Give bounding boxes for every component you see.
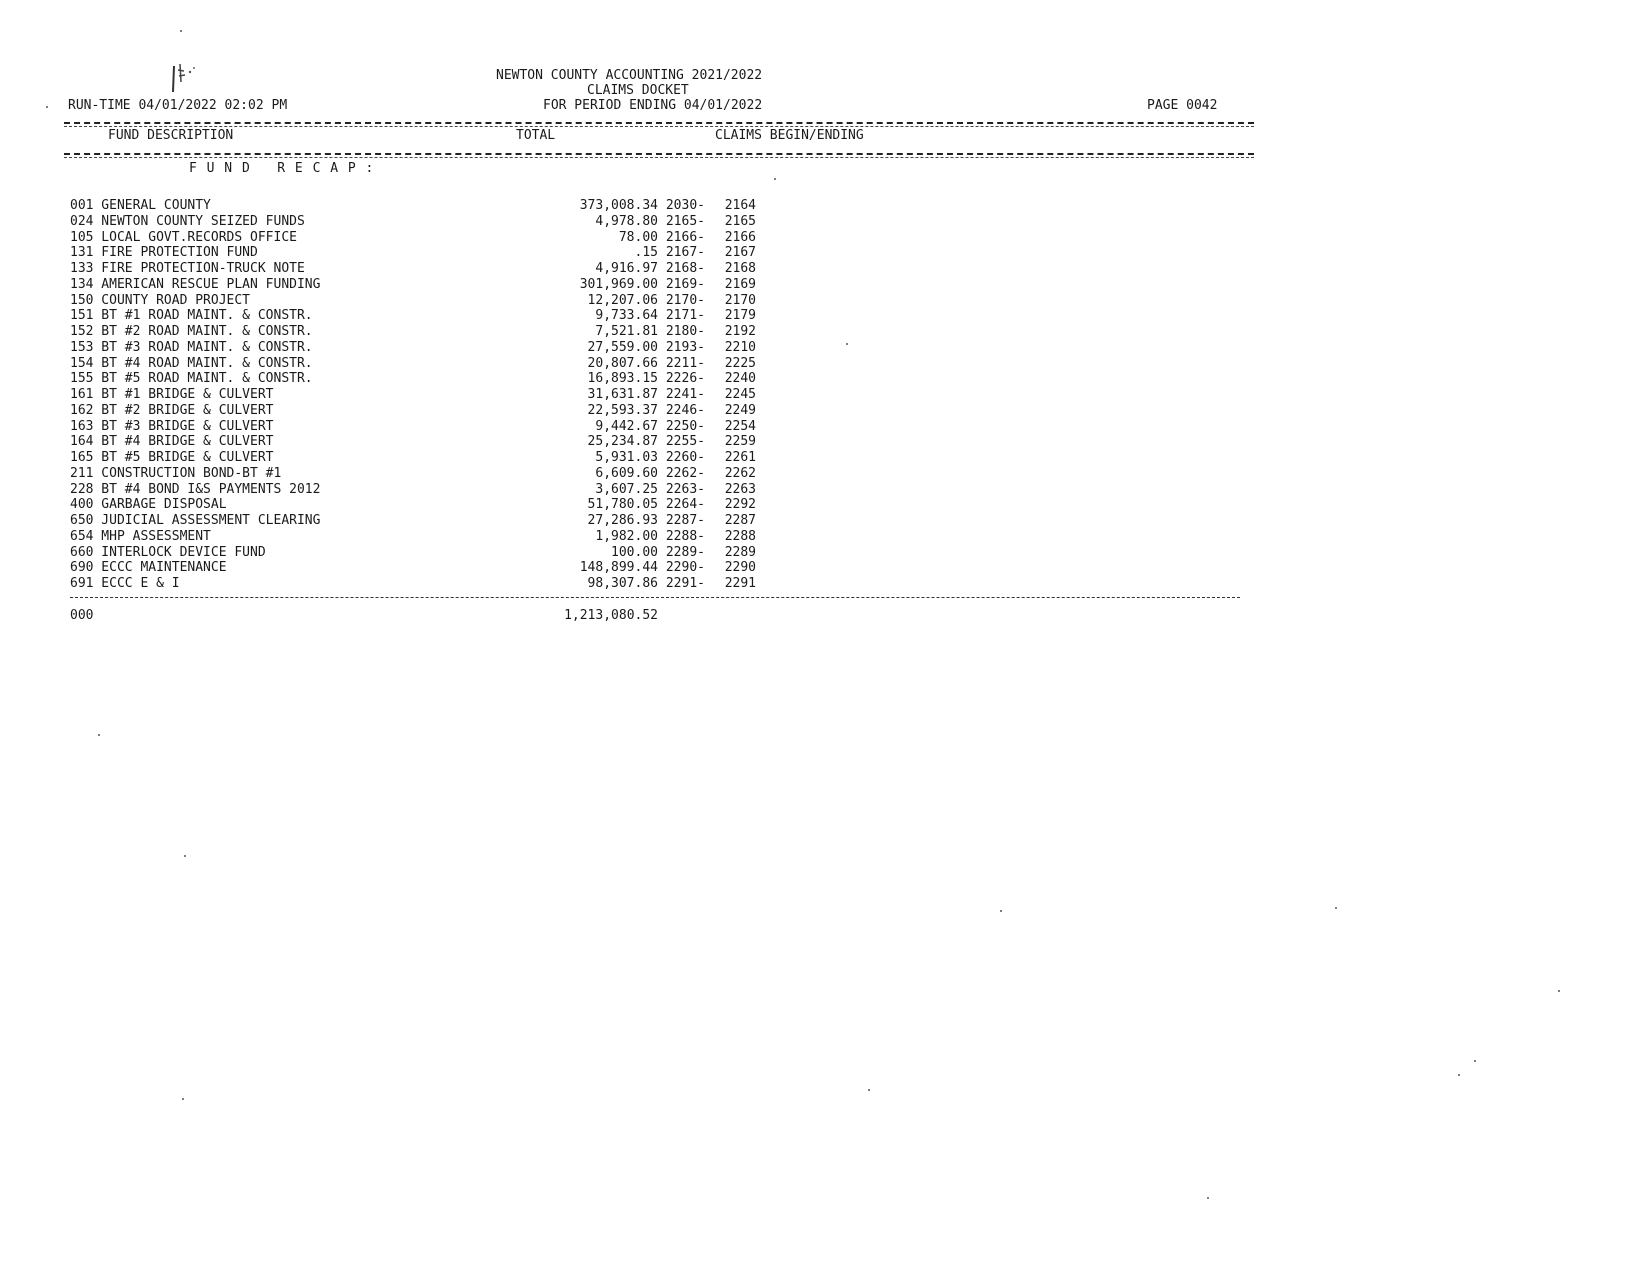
fund-row xyxy=(70,230,770,246)
scan-speck xyxy=(846,343,848,345)
scan-speck xyxy=(46,106,48,108)
scan-speck xyxy=(184,855,186,857)
fund-description: 654 MHP ASSESSMENT xyxy=(70,528,211,544)
claim-begin: 2030- xyxy=(665,198,705,213)
fund-description: 131 FIRE PROTECTION FUND xyxy=(70,245,258,261)
claim-end: 2165 xyxy=(724,213,756,229)
fund-description: 660 INTERLOCK DEVICE FUND xyxy=(70,544,266,560)
claim-end: 2287 xyxy=(724,513,756,528)
scan-speck xyxy=(1335,907,1337,909)
fund-description: 105 LOCAL GOVT.RECORDS OFFICE xyxy=(70,229,297,245)
scan-speck xyxy=(774,178,776,180)
fund-row xyxy=(70,293,770,309)
grand-total-row xyxy=(70,608,770,624)
claim-end: 2262 xyxy=(724,465,756,481)
fund-total: 27,286.93 xyxy=(587,513,658,528)
claim-begin: 2260- xyxy=(665,450,705,465)
claim-end: 2263 xyxy=(724,481,756,497)
fund-description: 001 GENERAL COUNTY xyxy=(70,198,211,213)
fund-row xyxy=(70,419,770,435)
fund-total: 22,593.37 xyxy=(587,402,658,418)
fund-total: 4,916.97 xyxy=(595,261,658,276)
fund-description: 154 BT #4 ROAD MAINT. & CONSTR. xyxy=(70,355,313,371)
scan-speck xyxy=(182,1098,184,1100)
claim-begin: 2168- xyxy=(665,261,705,276)
fund-total: 20,807.66 xyxy=(587,355,658,371)
scan-speck xyxy=(868,1089,870,1091)
claim-begin: 2165- xyxy=(665,213,705,229)
claim-begin: 2167- xyxy=(665,245,705,261)
scan-speck xyxy=(1474,1060,1476,1062)
fund-row xyxy=(70,277,770,293)
fund-total: 1,982.00 xyxy=(595,528,658,544)
fund-total: .15 xyxy=(634,245,658,261)
fund-row xyxy=(70,340,770,356)
claim-begin: 2211- xyxy=(665,355,705,371)
fund-description: 162 BT #2 BRIDGE & CULVERT xyxy=(70,402,274,418)
fund-description: 164 BT #4 BRIDGE & CULVERT xyxy=(70,434,274,450)
fund-description: 161 BT #1 BRIDGE & CULVERT xyxy=(70,387,274,402)
total-separator xyxy=(70,597,1240,598)
claim-begin: 2290- xyxy=(665,560,705,576)
fund-description: 650 JUDICIAL ASSESSMENT CLEARING xyxy=(70,513,321,528)
page-number: PAGE 0042 xyxy=(1147,98,1218,113)
column-header-claims: CLAIMS BEGIN/ENDING xyxy=(715,128,864,143)
run-time: RUN-TIME 04/01/2022 02:02 PM xyxy=(68,98,288,113)
claim-begin: 2250- xyxy=(665,418,705,434)
claim-begin: 2264- xyxy=(665,497,705,513)
column-header-fund-description: FUND DESCRIPTION xyxy=(108,128,234,143)
report-subtitle: CLAIMS DOCKET xyxy=(587,83,689,98)
header-divider-top xyxy=(64,122,1254,127)
fund-description: 152 BT #2 ROAD MAINT. & CONSTR. xyxy=(70,324,313,339)
fund-description: 151 BT #1 ROAD MAINT. & CONSTR. xyxy=(70,308,313,324)
fund-row xyxy=(70,450,770,466)
header-divider-bottom xyxy=(64,153,1254,158)
fund-row xyxy=(70,198,770,214)
column-header-total: TOTAL xyxy=(516,128,556,143)
claim-end: 2245 xyxy=(724,387,756,402)
fund-total: 98,307.86 xyxy=(587,576,658,591)
fund-row xyxy=(70,513,770,529)
fund-description: 024 NEWTON COUNTY SEIZED FUNDS xyxy=(70,213,305,229)
ink-stamp-mark xyxy=(168,62,208,96)
fund-total: 25,234.87 xyxy=(587,434,658,450)
claim-end: 2289 xyxy=(724,544,756,560)
fund-description: 165 BT #5 BRIDGE & CULVERT xyxy=(70,450,274,465)
fund-row xyxy=(70,261,770,277)
claim-end: 2288 xyxy=(724,528,756,544)
report-title: NEWTON COUNTY ACCOUNTING 2021/2022 xyxy=(496,68,763,83)
scan-speck xyxy=(1000,910,1002,912)
claim-end: 2240 xyxy=(724,371,756,387)
fund-description: 155 BT #5 ROAD MAINT. & CONSTR. xyxy=(70,371,313,387)
claim-end: 2261 xyxy=(724,450,756,465)
fund-description: 134 AMERICAN RESCUE PLAN FUNDING xyxy=(70,276,321,292)
report-period: FOR PERIOD ENDING 04/01/2022 xyxy=(543,98,763,113)
fund-description: 150 COUNTY ROAD PROJECT xyxy=(70,292,251,308)
fund-description: 690 ECCC MAINTENANCE xyxy=(70,560,227,576)
fund-total: 3,607.25 xyxy=(595,481,658,497)
fund-description: 153 BT #3 ROAD MAINT. & CONSTR. xyxy=(70,339,313,355)
claim-begin: 2291- xyxy=(665,576,705,591)
fund-row xyxy=(70,214,770,230)
fund-total: 6,609.60 xyxy=(595,465,658,481)
claim-end: 2292 xyxy=(724,497,756,513)
fund-row xyxy=(70,387,770,403)
fund-row xyxy=(70,434,770,450)
claim-end: 2166 xyxy=(724,229,756,245)
claim-begin: 2246- xyxy=(665,402,705,418)
claim-end: 2259 xyxy=(724,434,756,450)
section-title-fund-recap: F U N D R E C A P : xyxy=(189,161,375,176)
claim-begin: 2180- xyxy=(665,324,705,339)
fund-row xyxy=(70,371,770,387)
claim-end: 2192 xyxy=(724,324,756,339)
fund-total: 9,442.67 xyxy=(595,418,658,434)
claim-begin: 2262- xyxy=(665,465,705,481)
scan-speck xyxy=(1207,1197,1209,1199)
fund-total: 12,207.06 xyxy=(587,292,658,308)
fund-description: 691 ECCC E & I xyxy=(70,576,180,591)
fund-row xyxy=(70,245,770,261)
fund-description: 133 FIRE PROTECTION-TRUCK NOTE xyxy=(70,261,305,276)
fund-row xyxy=(70,308,770,324)
claim-end: 2254 xyxy=(724,418,756,434)
claim-begin: 2241- xyxy=(665,387,705,402)
claim-end: 2225 xyxy=(724,355,756,371)
fund-total: 148,899.44 xyxy=(579,560,658,576)
claim-end: 2170 xyxy=(724,292,756,308)
fund-row xyxy=(70,576,770,592)
claim-end: 2210 xyxy=(724,339,756,355)
fund-row xyxy=(70,356,770,372)
fund-row xyxy=(70,545,770,561)
grand-total-code: 000 xyxy=(70,608,94,623)
fund-total: 5,931.03 xyxy=(595,450,658,465)
fund-description: 163 BT #3 BRIDGE & CULVERT xyxy=(70,418,274,434)
fund-total: 4,978.80 xyxy=(595,213,658,229)
claim-end: 2164 xyxy=(724,198,756,213)
scan-speck xyxy=(98,734,100,736)
claim-begin: 2226- xyxy=(665,371,705,387)
fund-row xyxy=(70,560,770,576)
fund-row xyxy=(70,403,770,419)
grand-total-amount: 1,213,080.52 xyxy=(564,608,658,623)
claim-end: 2290 xyxy=(724,560,756,576)
fund-total: 78.00 xyxy=(618,229,658,245)
claim-begin: 2193- xyxy=(665,339,705,355)
scan-speck xyxy=(1458,1074,1460,1076)
fund-row xyxy=(70,497,770,513)
fund-row xyxy=(70,482,770,498)
claim-end: 2249 xyxy=(724,402,756,418)
fund-total: 16,893.15 xyxy=(587,371,658,387)
claim-begin: 2288- xyxy=(665,528,705,544)
claim-begin: 2171- xyxy=(665,308,705,324)
claim-begin: 2263- xyxy=(665,481,705,497)
fund-total: 100.00 xyxy=(611,544,658,560)
fund-total: 9,733.64 xyxy=(595,308,658,324)
claim-end: 2179 xyxy=(724,308,756,324)
fund-description: 400 GARBAGE DISPOSAL xyxy=(70,497,227,513)
claim-end: 2291 xyxy=(724,576,756,591)
claim-end: 2169 xyxy=(724,276,756,292)
fund-total: 301,969.00 xyxy=(579,276,658,292)
claim-end: 2167 xyxy=(724,245,756,261)
fund-description: 228 BT #4 BOND I&S PAYMENTS 2012 xyxy=(70,481,321,497)
scan-speck xyxy=(180,30,182,32)
claim-begin: 2169- xyxy=(665,276,705,292)
claim-end: 2168 xyxy=(724,261,756,276)
fund-total: 7,521.81 xyxy=(595,324,658,339)
claim-begin: 2289- xyxy=(665,544,705,560)
fund-row xyxy=(70,529,770,545)
fund-total: 51,780.05 xyxy=(587,497,658,513)
fund-total: 31,631.87 xyxy=(587,387,658,402)
fund-row xyxy=(70,324,770,340)
claim-begin: 2166- xyxy=(665,229,705,245)
claim-begin: 2287- xyxy=(665,513,705,528)
claim-begin: 2255- xyxy=(665,434,705,450)
scan-speck xyxy=(1558,990,1560,992)
fund-row xyxy=(70,466,770,482)
claim-begin: 2170- xyxy=(665,292,705,308)
fund-description: 211 CONSTRUCTION BOND-BT #1 xyxy=(70,465,282,481)
fund-total: 27,559.00 xyxy=(587,339,658,355)
fund-total: 373,008.34 xyxy=(579,198,658,213)
